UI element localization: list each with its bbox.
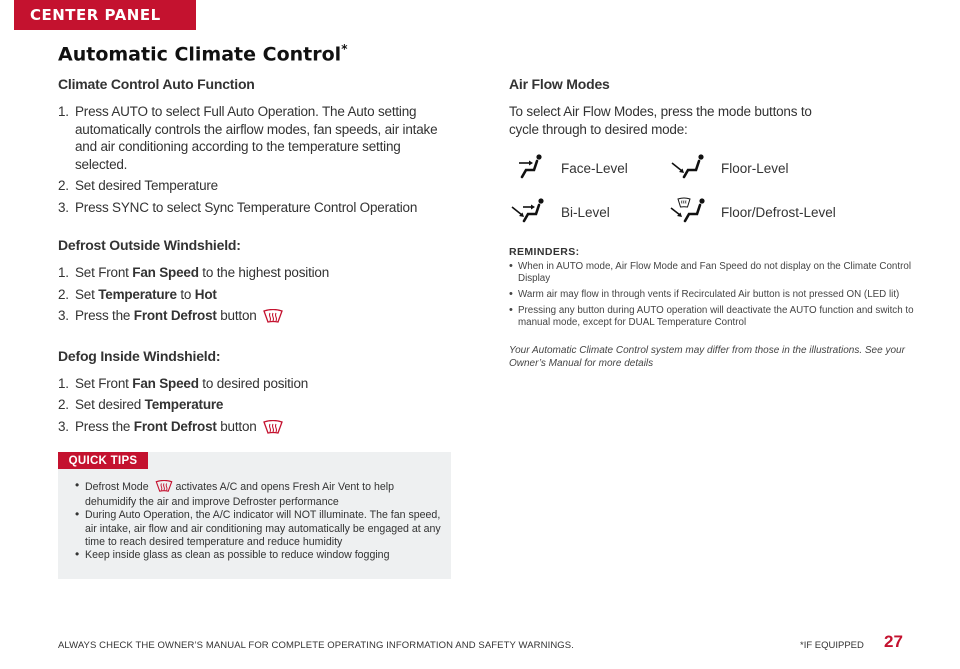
air-flow-mode-grid	[509, 153, 919, 243]
defrost-step-2	[58, 286, 448, 304]
step-text-bold: Temperature	[144, 397, 224, 412]
step-text-bold: Temperature	[98, 286, 177, 302]
defrost-outside-steps	[58, 264, 448, 328]
quick-tips-list	[75, 480, 441, 562]
step-text-bold: Hot	[194, 286, 217, 302]
step-number: 1.	[58, 375, 69, 391]
step-text-bold: Fan Speed	[132, 375, 199, 391]
defog-inside-steps	[58, 375, 448, 439]
footer-warning: ALWAYS CHECK THE OWNER’S MANUAL FOR COMPLETE OPERATING INFORMATION AND SAFETY WARNINGS.	[58, 640, 574, 651]
mode-floor-level	[669, 153, 789, 184]
reminder-item	[509, 305, 919, 329]
step-text: Set desired	[75, 397, 145, 412]
bullet-icon: •	[509, 288, 513, 300]
step-text-bold: Fan Speed	[132, 265, 199, 280]
defog-inside-heading: Defog Inside Windshield:	[58, 347, 221, 364]
mode-label: Floor-Level	[721, 161, 789, 176]
quick-tip-1	[75, 480, 441, 509]
step-number: 3.	[58, 308, 69, 323]
page-number: 27	[884, 632, 903, 651]
title-asterisk: *	[341, 42, 348, 56]
auto-step-1	[58, 103, 448, 173]
reminder-item	[509, 289, 919, 301]
air-flow-intro: To select Air Flow Modes, press the mode buttons to cycle through to desired mode:	[509, 104, 812, 137]
quick-tip-2	[75, 509, 441, 549]
defrost-step-3	[58, 307, 448, 328]
step-text: to the highest position	[198, 265, 330, 280]
step-number: 3.	[58, 418, 69, 434]
step-number: 2.	[58, 178, 69, 193]
step-text: Press AUTO to select Full Auto Operation. The Auto setting automatically controls the airflow modes, fan speeds, air intake and air conditioning according to the temperature setting selected.	[75, 104, 438, 172]
bullet-icon: •	[75, 478, 80, 492]
step-number: 1.	[58, 104, 69, 119]
step-text: Press the	[75, 308, 134, 323]
front-defrost-icon	[263, 420, 283, 439]
page-title	[58, 42, 347, 65]
illustration-disclaimer: Your Automatic Climate Control system may differ from those in the illustrations. See your Owner’s Manual for more details	[509, 345, 905, 369]
step-text: button	[216, 418, 257, 434]
defog-step-1	[58, 375, 448, 393]
auto-step-3	[58, 199, 448, 217]
auto-function-steps	[58, 103, 448, 216]
reminder-text: Pressing any button during AUTO operation will deactivate the AUTO function and switch to manual mode, except for DUAL Temperature Control	[518, 305, 914, 328]
face-level-icon	[509, 153, 549, 184]
reminder-text: Warm air may flow in through vents if Recirculated Air button is not pressed ON (LED lit)	[518, 289, 900, 300]
step-text: Set	[75, 286, 99, 302]
mode-label: Face-Level	[561, 161, 628, 176]
step-number: 2.	[58, 397, 69, 412]
defrost-step-1	[58, 264, 448, 282]
reminders-list	[509, 261, 919, 329]
tip-text: Defrost Mode	[85, 481, 149, 493]
defog-step-2	[58, 396, 448, 414]
auto-step-2	[58, 177, 448, 195]
step-text: Set Front	[75, 265, 133, 280]
mode-label: Floor/Defrost-Level	[721, 205, 836, 220]
bullet-icon: •	[509, 304, 513, 316]
step-text: Press SYNC to select Sync Temperature Control Operation	[75, 199, 418, 215]
floor-defrost-level-icon	[669, 197, 709, 228]
mode-bi-level	[509, 197, 610, 228]
tip-text: Keep inside glass as clean as possible to reduce window fogging	[85, 549, 390, 562]
quick-tip-3	[75, 549, 441, 562]
step-text-bold: Front Defrost	[133, 308, 217, 323]
auto-function-heading: Climate Control Auto Function	[58, 76, 255, 92]
section-tab: CENTER PANEL	[14, 0, 196, 30]
front-defrost-icon	[263, 309, 283, 328]
step-text: to desired position	[198, 375, 309, 391]
bullet-icon: •	[509, 260, 513, 272]
mode-label: Bi-Level	[561, 205, 610, 220]
defrost-mode-icon	[155, 480, 173, 496]
quick-tips-label: QUICK TIPS	[58, 452, 148, 469]
step-number: 1.	[58, 265, 69, 280]
reminders-title: REMINDERS:	[509, 246, 580, 258]
step-text: Set desired Temperature	[75, 178, 218, 193]
bullet-icon: •	[75, 507, 80, 522]
step-text: Press the	[75, 418, 134, 434]
bi-level-icon	[509, 197, 549, 228]
step-text: to	[176, 286, 195, 302]
footer-footnote: *IF EQUIPPED	[800, 640, 864, 651]
bullet-icon: •	[75, 547, 80, 562]
step-text: Set Front	[75, 375, 133, 391]
tip-text: During Auto Operation, the A/C indicator will NOT illuminate. The fan speed, air intake, air flow and air conditioning may automatically be engaged at any time to reach desired temperature and reduce humidity	[85, 509, 441, 548]
mode-face-level	[509, 153, 628, 184]
right-column	[509, 76, 919, 370]
step-number: 2.	[58, 286, 69, 302]
air-flow-heading: Air Flow Modes	[509, 76, 610, 92]
reminder-text: When in AUTO mode, Air Flow Mode and Fan Speed do not display on the Climate Control Display	[518, 261, 911, 284]
tip-text: activates A/C and opens Fresh Air Vent to help dehumidify the air and improve Defroster performance	[85, 481, 394, 509]
left-column	[58, 76, 448, 438]
mode-floor-defrost-level	[669, 197, 836, 228]
floor-level-icon	[669, 153, 709, 184]
step-text: button	[216, 308, 257, 323]
step-number: 3.	[58, 199, 69, 215]
defrost-outside-heading: Defrost Outside Windshield:	[58, 237, 241, 253]
step-text-bold: Front Defrost	[133, 418, 217, 434]
reminder-item	[509, 261, 919, 285]
defog-step-3	[58, 418, 448, 439]
page-title-text: Automatic Climate Control	[58, 43, 342, 66]
